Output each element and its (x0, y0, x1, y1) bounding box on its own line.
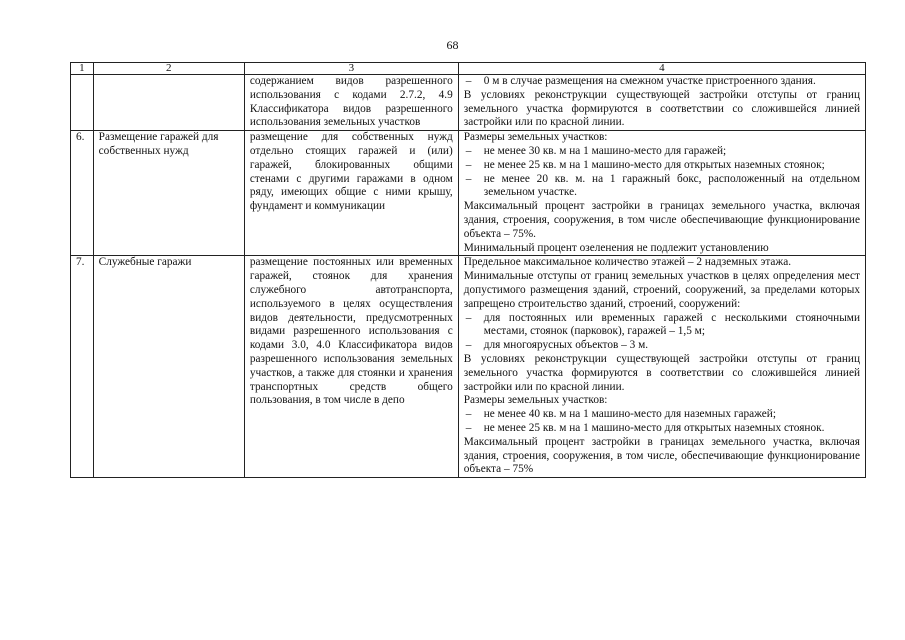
table-row-6 (71, 131, 866, 256)
table-row-continued (71, 75, 866, 131)
table-header-row (71, 63, 866, 75)
header-col-1: 1 (71, 63, 94, 75)
row7-description: размещение постоянных или временных гаражей, стоянок для хранения служебного автотранспорта, используемого в целях осуществления видов деятельности, предусмотренных видами разрешенного использования с кодами 3.0, 4.0 Классификатора видов разрешенного использования земельных участков, а также для стоянки и хранения транспортных средств общего пользования, в том числе в депо (244, 256, 458, 478)
cont-parameters-cell (458, 75, 865, 131)
list-item: – не менее 30 кв. м на 1 машино-место для гаражей; (464, 145, 860, 159)
paragraph: Размеры земельных участков: (463, 131, 608, 144)
cont-num-cell (71, 75, 94, 131)
paragraph: Максимальный процент застройки в границах земельного участка, включая здания, строения, сооружения, в том числе, обеспечивающие функционирование объекта – 75% (463, 435, 860, 476)
row6-name: Размещение гаражей для собственных нужд (93, 131, 244, 256)
header-col-2: 2 (93, 63, 244, 75)
list-item: – не менее 25 кв. м на 1 машино-место для открытых наземных стоянок; (464, 159, 860, 173)
row6-parameters (458, 131, 865, 256)
paragraph: Размеры земельных участков: (463, 394, 608, 407)
row6-number: 6. (71, 131, 94, 256)
paragraph: Минимальный процент озеленения не подлежит установлению (463, 241, 769, 254)
list-item: – 0 м в случае размещения на смежном участке пристроенного здания. (464, 75, 860, 89)
paragraph: В условиях реконструкции существующей застройки отступы от границ земельного участка формируются в соответствии со сложившейся линией застройки или по красной линии. (463, 88, 860, 129)
paragraph: Максимальный процент застройки в границах земельного участка, включая здания, строения, сооружения, в том числе обеспечивающие функционирование объекта – 75%. (463, 200, 860, 240)
list-item: – не менее 40 кв. м на 1 машино-место для наземных гаражей; (464, 408, 860, 422)
row7-name: Служебные гаражи (93, 256, 244, 478)
list-item: – не менее 25 кв. м на 1 машино-место для открытых наземных стоянок. (464, 422, 860, 436)
list-item: – не менее 20 кв. м. на 1 гаражный бокс, расположенный на отдельном земельном участке. (464, 173, 860, 201)
page-number: 68 (446, 38, 459, 52)
table-row-7 (71, 256, 866, 478)
row6-description: размещение для собственных нужд отдельно стоящих гаражей и (или) гаражей, блокированных общими стенами с другими гаражами в одном ряду, имеющих общие с ними крышу, фундамент и коммуникации (244, 131, 458, 256)
header-col-4: 4 (458, 63, 865, 75)
header-col-3: 3 (244, 63, 458, 75)
regulations-table (70, 62, 866, 478)
paragraph: Минимальные отступы от границ земельных участков в целях определения мест допустимого размещения зданий, строений, сооружений, за пределами которых запрещено строительство зданий, строений, сооружений: (463, 270, 860, 310)
cont-description-cell: содержанием видов разрешенного использования с кодами 2.7.2, 4.9 Классификатора видов разрешенного использования земельных участков (244, 75, 458, 131)
row7-number: 7. (71, 256, 94, 478)
list-item: – для многоярусных объектов – 3 м. (464, 339, 860, 353)
cont-name-cell (93, 75, 244, 131)
paragraph: Предельное максимальное количество этажей – 2 надземных этажа. (463, 256, 792, 269)
row7-parameters (458, 256, 865, 478)
paragraph: В условиях реконструкции существующей застройки отступы от границ земельного участка формируются в соответствии со сложившейся линией застройки или по красной линии. (463, 352, 860, 393)
list-item: – для постоянных или временных гаражей с несколькими стояночными местами, стоянок (парковок), гаражей – 1,5 м; (464, 312, 860, 340)
